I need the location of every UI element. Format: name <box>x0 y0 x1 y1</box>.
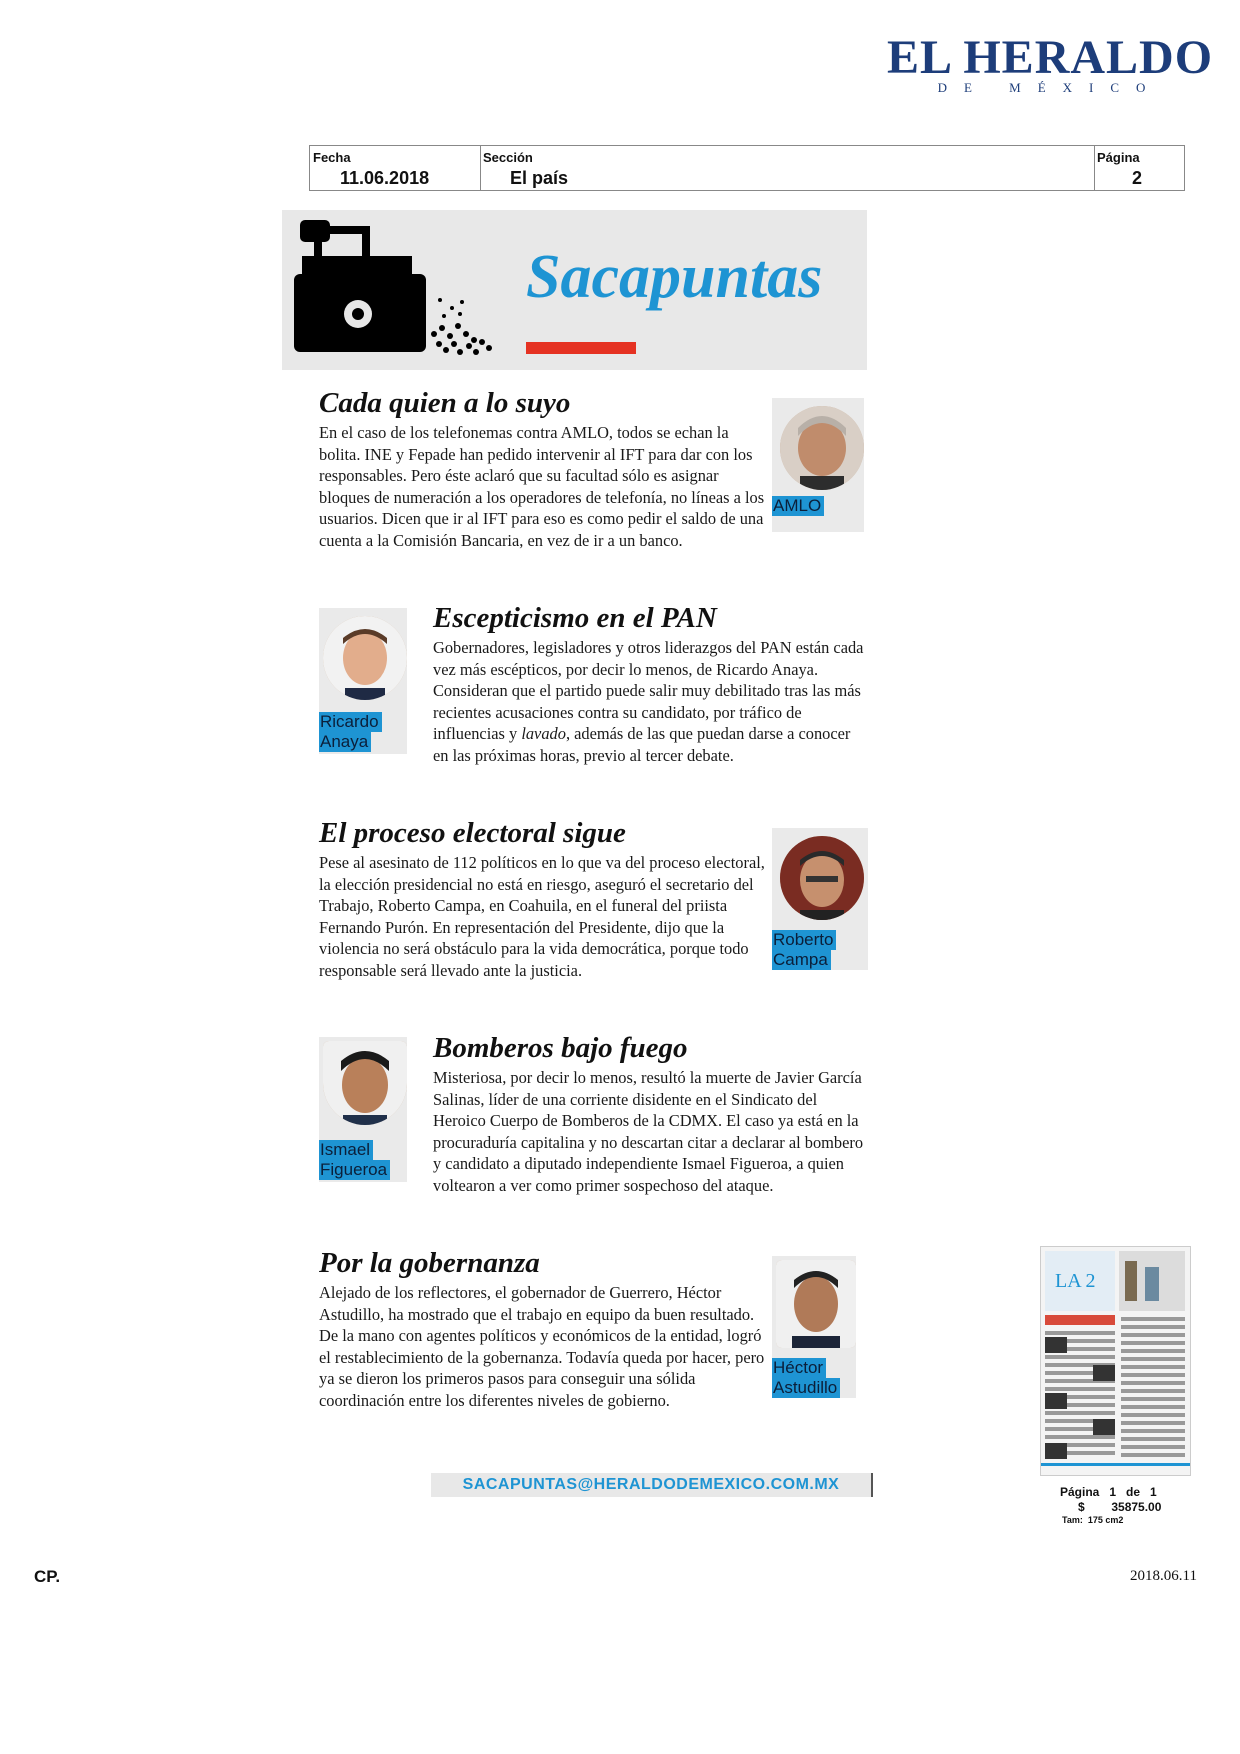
page-thumbnail-image <box>1041 1247 1190 1475</box>
photo-label: Héctor Astudillo <box>772 1358 840 1398</box>
photo-label: Roberto Campa <box>772 930 836 970</box>
article-cada-quien <box>319 386 766 552</box>
portrait-icon <box>323 1041 407 1125</box>
article-body: Misteriosa, por decir lo menos, resultó la muerte de Javier García Salinas, líder de una corriente disidente en el Sindicato del Heroico Cuerpo de Bomberos de la CDMX. El caso ya está en la procuraduría capitalina y no descartan citar a declarar al bombero y candidato a diputado independiente Ismael Figueroa, a quien voltearon a ver como primer sospechoso del ataque. <box>433 1068 864 1195</box>
article-proceso-electoral <box>319 816 766 982</box>
fecha-value: 11.06.2018 <box>340 168 430 188</box>
portrait-icon <box>776 1260 856 1348</box>
photo-label: Ismael Figueroa <box>319 1140 390 1180</box>
article-title: Cada quien a lo suyo <box>319 387 571 419</box>
article-title: Escepticismo en el PAN <box>433 602 717 634</box>
section-title: Sacapuntas <box>526 243 823 311</box>
article-bomberos <box>433 1031 868 1197</box>
seccion-value: El país <box>510 168 569 188</box>
portrait-icon <box>780 836 864 920</box>
masthead-title: EL HERALDO <box>886 31 1214 84</box>
fecha-cell <box>310 146 481 190</box>
article-body: Alejado de los reflectores, el gobernador de Guerrero, Héctor Astudillo, ha mostrado que el trabajo en equipo da buen resultado. De la mano con agentes políticos y económicos de la entidad, logró el restablecimiento de la gobernanza. Todavía queda por hacer, pero ya se dieron los primeros pasos para conseguir una sólida coordinación entre los diferentes niveles de gobierno. <box>319 1283 765 1410</box>
article-gobernanza <box>319 1246 766 1412</box>
photo-label: Ricardo Anaya <box>319 712 382 752</box>
masthead-subtitle: DE MÉXICO <box>937 80 1163 95</box>
pencil-sharpener-icon <box>294 216 499 361</box>
pagina-label: Página <box>1097 150 1140 165</box>
astudillo-portrait <box>776 1260 856 1348</box>
section-title-underline <box>526 342 636 354</box>
seccion-label: Sección <box>483 150 533 165</box>
portrait-icon <box>323 616 407 700</box>
article-title: Por la gobernanza <box>319 1247 540 1279</box>
article-body: Pese al asesinato de 112 políticos en lo que va del proceso electoral, la elección presidencial no está en riesgo, aseguró el secretario del Trabajo, Roberto Campa, en Coahuila, en el funeral del priista Fernando Purón. En representación del Presidente, dijo que la violencia no será obstáculo para la vida democrática, porque todo responsable será llevado ante la justicia. <box>319 853 765 980</box>
article-title: Bomberos bajo fuego <box>433 1032 688 1064</box>
photo-hector-astudillo <box>772 1256 856 1398</box>
footer-date: 2018.06.11 <box>1130 1568 1197 1584</box>
svg-text:LA 2: LA 2 <box>1055 1270 1096 1292</box>
article-body: En el caso de los telefonemas contra AMLO, todos se echan la bolita. INE y Fepade han pedido intervenir al IFT para dar con los responsables. Pero éste aclaró que su facultad sólo es asignar bloques de numeración a los operadores de telefonía, no líneas a los usuarios. Dicen que ir al IFT para eso es como pedir el saldo de una cuenta a la Comisión Bancaria, en vez de ir a un banco. <box>319 423 765 550</box>
pagina-cell <box>1094 146 1184 190</box>
footer-initials: CP. <box>34 1567 61 1586</box>
article-body: Gobernadores, legisladores y otros liderazgos del PAN están cada vez más escépticos, por decir lo menos, de Ricardo Anaya. Consideran que el partido puede salir muy debilitado tras las más recientes acusaciones contra su candidato, por tráfico de influencias y lavado, además de las que puedan darse a conocer en las próximas horas, previo al tercer debate. <box>433 638 864 765</box>
page-price: $ 35875.00 <box>1078 1500 1162 1514</box>
page-info <box>1060 1485 1200 1525</box>
page-size: Tam: 175 cm2 <box>1062 1515 1124 1525</box>
seccion-cell <box>480 146 1095 190</box>
amlo-portrait <box>780 406 864 490</box>
photo-ismael-figueroa <box>319 1037 407 1182</box>
portrait-icon <box>780 406 864 490</box>
photo-roberto-campa <box>772 828 868 970</box>
photo-ricardo-anaya <box>319 608 407 754</box>
contact-email: SACAPUNTAS@HERALDODEMEXICO.COM.MX <box>431 1473 873 1497</box>
page-thumbnail <box>1040 1246 1191 1476</box>
section-banner <box>282 210 867 370</box>
photo-label: AMLO <box>772 496 824 516</box>
photo-amlo <box>772 398 864 532</box>
campa-portrait <box>780 836 864 920</box>
pagina-value: 2 <box>1132 168 1143 188</box>
page-count: Página 1 de 1 <box>1060 1485 1157 1499</box>
anaya-portrait <box>323 616 407 700</box>
figueroa-portrait <box>323 1041 407 1125</box>
article-escepticismo <box>433 601 868 767</box>
header-table <box>309 145 1185 191</box>
article-title: El proceso electoral sigue <box>319 817 626 849</box>
fecha-label: Fecha <box>313 150 351 165</box>
masthead <box>870 31 1230 96</box>
